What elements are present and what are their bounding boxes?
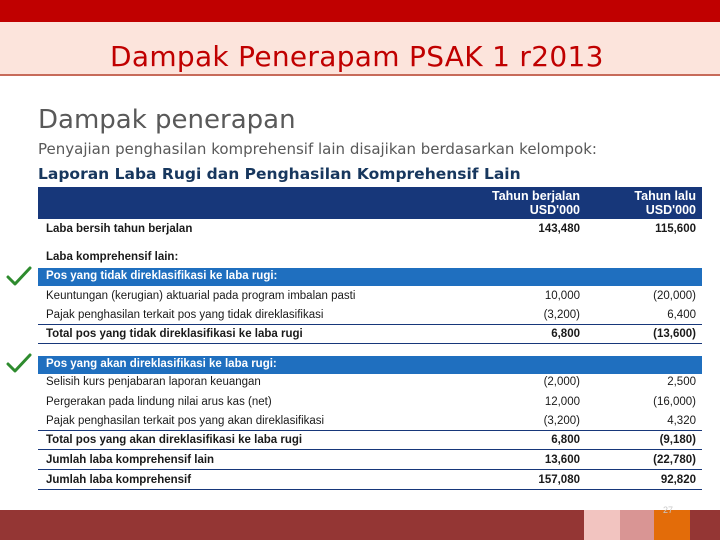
table-row	[38, 432, 702, 450]
column-current-year-label: Tahun berjalan	[492, 189, 580, 203]
row-value-prior: 92,820	[660, 474, 696, 486]
row-label: Selisih kurs penjabaran laporan keuangan	[46, 376, 261, 388]
row-value-prior: 2,500	[667, 376, 696, 388]
report-table-header	[38, 187, 702, 219]
table-row	[38, 221, 702, 239]
row-value-current: 13,600	[544, 454, 580, 466]
check-mark-icon	[6, 352, 32, 374]
table-row	[38, 452, 702, 470]
row-label: Total pos yang tidak direklasifikasi ke laba rugi	[46, 328, 303, 340]
row-value-prior: (16,000)	[653, 396, 696, 408]
row-value-prior: 6,400	[667, 309, 696, 321]
column-current-year	[460, 189, 580, 217]
table-row	[38, 326, 702, 344]
row-value-current: 10,000	[544, 290, 580, 302]
row-value-current: (3,200)	[543, 309, 580, 321]
check-mark-icon	[6, 265, 32, 287]
impact-heading: Dampak penerapan	[38, 105, 296, 135]
column-prior-year	[596, 189, 696, 217]
report-title: Laporan Laba Rugi dan Penghasilan Komprehensif Lain	[38, 165, 521, 183]
row-value-prior: 4,320	[667, 415, 696, 427]
impact-subheading: Penyajian penghasilan komprehensif lain disajikan berdasarkan kelompok:	[38, 140, 597, 158]
column-prior-year-unit: USD'000	[645, 203, 696, 217]
top-accent-bar	[0, 0, 720, 22]
row-label: Pos yang akan direklasifikasi ke laba rugi:	[46, 358, 277, 370]
row-label: Jumlah laba komprehensif lain	[46, 454, 215, 466]
row-label: Laba komprehensif lain:	[46, 251, 179, 263]
table-row	[38, 394, 702, 412]
row-label: Jumlah laba komprehensif	[46, 474, 192, 486]
row-value-prior: (22,780)	[653, 454, 696, 466]
row-value-current: (3,200)	[543, 415, 580, 427]
row-value-current: 6,800	[551, 434, 580, 446]
row-label: Total pos yang akan direklasifikasi ke laba rugi	[46, 434, 303, 446]
footer-square-mid	[620, 510, 654, 540]
row-label: Pajak penghasilan terkait pos yang tidak direklasifikasi	[46, 309, 324, 321]
row-value-current: (2,000)	[543, 376, 580, 388]
row-label: Pos yang tidak direklasifikasi ke laba rugi:	[46, 270, 278, 282]
column-prior-year-label: Tahun lalu	[634, 189, 696, 203]
row-value-current: 143,480	[538, 223, 580, 235]
row-label: Pergerakan pada lindung nilai arus kas (net)	[46, 396, 272, 408]
slide-title: Dampak Penerapam PSAK 1 r2013	[110, 40, 604, 73]
row-value-prior: (13,600)	[653, 328, 696, 340]
section-row-reclassified	[38, 356, 702, 374]
row-label: Laba bersih tahun berjalan	[46, 223, 193, 235]
row-label: Keuntungan (kerugian) aktuarial pada program imbalan pasti	[46, 290, 356, 302]
table-row	[38, 413, 702, 431]
row-value-current: 6,800	[551, 328, 580, 340]
table-row	[38, 374, 702, 392]
footer-square-light	[584, 510, 620, 540]
row-value-prior: 115,600	[655, 223, 696, 235]
section-row-not-reclassified	[38, 268, 702, 286]
row-label: Pajak penghasilan terkait pos yang akan direklasifikasi	[46, 415, 325, 427]
table-row	[38, 249, 702, 267]
table-row	[38, 307, 702, 325]
row-value-current: 157,080	[538, 474, 580, 486]
row-value-prior: (20,000)	[653, 290, 696, 302]
table-row	[38, 472, 702, 490]
column-current-year-unit: USD'000	[529, 203, 580, 217]
row-value-prior: (9,180)	[659, 434, 696, 446]
table-row	[38, 288, 702, 306]
row-value-current: 12,000	[544, 396, 580, 408]
page-number: 27	[663, 505, 674, 515]
